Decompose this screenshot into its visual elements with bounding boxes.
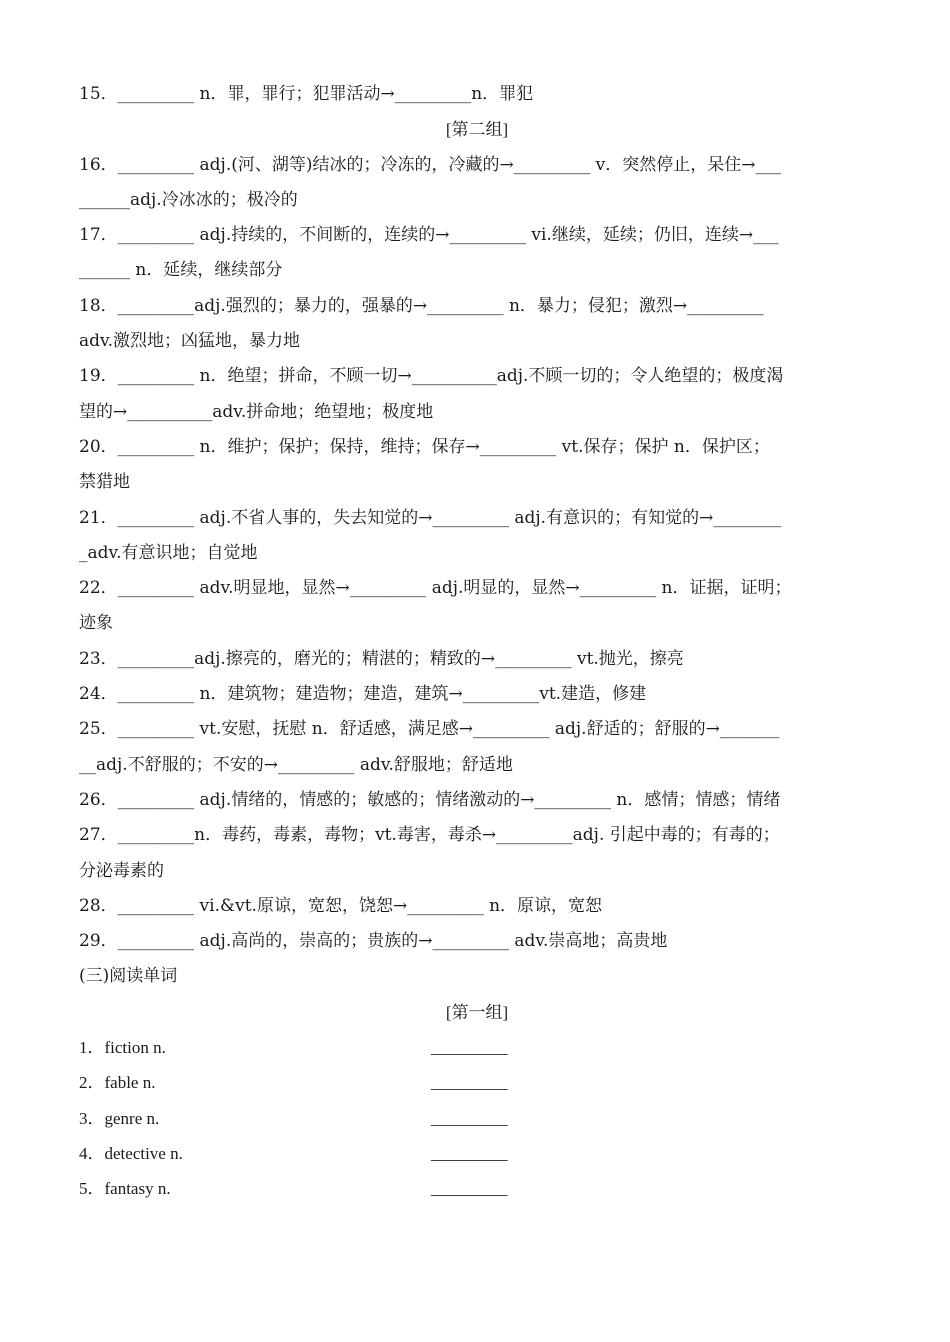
reading-word-term: 1．fiction n. (79, 1038, 166, 1058)
entry-21: 21．_________ adj.不省人事的，失去知觉的→_________ adj.有意识的；有知觉的→________ (79, 507, 782, 528)
answer-blank: _________ (431, 1073, 508, 1093)
group-header-2: [第二组] (445, 120, 509, 140)
reading-word-row (79, 1171, 875, 1206)
entry-26: 26．_________ adj.情绪的，情感的；敏感的；情绪激动的→_________ n．感情；情感；情绪 (79, 789, 781, 810)
entry-25-cont: __adj.不舒服的；不安的→_________ adv.舒服地；舒适地 (79, 754, 513, 775)
entry-22-cont: 迹象 (79, 613, 113, 634)
entry-20-cont: 禁猎地 (79, 472, 130, 493)
answer-blank: _________ (431, 1143, 508, 1163)
entry-17: 17．_________ adj.持续的，不间断的，连续的→_________ vi.继续，延续；仍旧，连续→___ (79, 225, 779, 246)
entry-15: 15．_________ n．罪，罪行；犯罪活动→_________n．罪犯 (79, 84, 534, 104)
entry-29: 29．_________ adj.高尚的，崇高的；贵族的→_________ adv.崇高地；高贵地 (79, 931, 668, 952)
entry-20: 20．_________ n．维护；保护；保持，维持；保存→_________ vt.保存；保护 n．保护区； (79, 436, 770, 457)
reading-word-term: 4．detective n. (79, 1143, 183, 1163)
entry-19-cont: 望的→__________adv.拼命地；绝望地；极度地 (79, 401, 434, 422)
answer-blank: _________ (431, 1108, 508, 1128)
entry-23: 23．_________adj.擦亮的，磨光的；精湛的；精致的→_________ vt.抛光，擦亮 (79, 648, 684, 669)
reading-word-term: 2．fable n. (79, 1073, 156, 1093)
entry-28: 28．_________ vi.&vt.原谅，宽恕，饶恕→_________ n．原谅，宽恕 (79, 895, 603, 916)
reading-word-term: 3．genre n. (79, 1108, 160, 1128)
entry-21-cont: _adv.有意识地；自觉地 (79, 542, 258, 563)
entry-22: 22．_________ adv.明显地，显然→_________ adj.明显的，显然→_________ n．证据，证明； (79, 578, 792, 599)
reading-word-row (79, 1030, 875, 1065)
answer-blank: _________ (431, 1038, 508, 1058)
entry-18-cont: adv.激烈地；凶猛地，暴力地 (79, 331, 301, 352)
answer-blank: _________ (431, 1179, 508, 1199)
group-header-1: [第一组] (445, 1002, 509, 1022)
reading-word-row (79, 1136, 875, 1171)
worksheet-page (79, 77, 875, 1207)
entry-16-cont: ______adj.冷冰冰的；极冷的 (79, 189, 298, 210)
entry-18: 18．_________adj.强烈的；暴力的，强暴的→_________ n．暴力；侵犯；激烈→_________ (79, 295, 764, 316)
entry-25: 25．_________ vt.安慰，抚慰 n．舒适感，满足感→_________ adj.舒适的；舒服的→_______ (79, 719, 780, 740)
reading-word-row (79, 1101, 875, 1136)
entry-19: 19．_________ n．绝望；拼命，不顾一切→__________adj.不顾一切的；令人绝望的；极度渴 (79, 366, 784, 387)
entry-27: 27．_________n．毒药，毒素，毒物；vt.毒害，毒杀→_________adj. 引起中毒的；有毒的； (79, 825, 780, 846)
reading-word-term: 5．fantasy n. (79, 1179, 171, 1199)
section-heading-reading-words: (三)阅读单词 (79, 966, 178, 987)
entry-16: 16．_________ adj.(河、湖等)结冰的；冷冻的，冷藏的→_________ v．突然停止，呆住→___ (79, 154, 781, 175)
entry-17-cont: ______ n．延续，继续部分 (79, 260, 283, 281)
reading-word-row (79, 1065, 875, 1100)
entry-27-cont: 分泌毒素的 (79, 860, 164, 881)
entry-24: 24．_________ n．建筑物；建造物；建造，建筑→_________vt.建造，修建 (79, 684, 647, 705)
